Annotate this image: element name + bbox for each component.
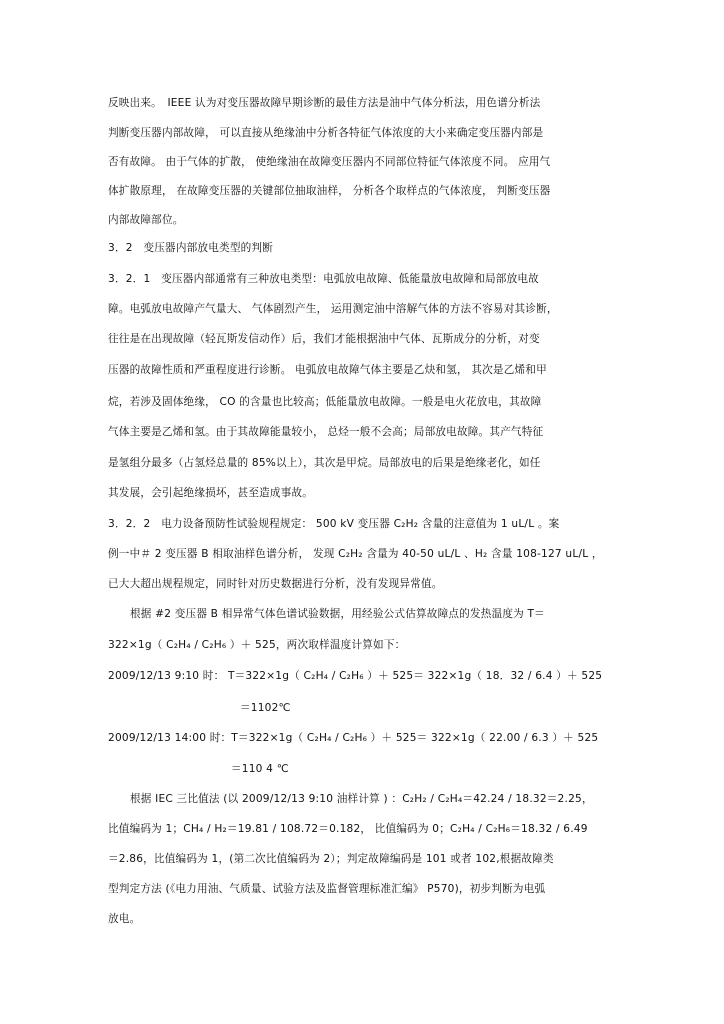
text-line-25: 比值编码为 1；CH₄ / H₂＝19.81 / 108.72＝0.182， 比值编码为 0；C₂H₄ / C₂H₆＝18.32 / 6.49 — [108, 823, 588, 835]
formula-line-1: 2009/12/13 9:10 时： T＝322×1g（ C₂H₄ / C₂H₆ ）＋ 525＝ 322×1g（ 18．32 / 6.4 ）＋ 525 — [108, 670, 603, 682]
text-line-4: 体扩散原理， 在故障变压器的关键部位抽取油样， 分析各个取样点的气体浓度， 判断变压器 — [108, 185, 551, 197]
text-line-2: 判断变压器内部故障， 可以直接从绝缘油中分析各特征气体浓度的大小来确定变压器内部是 — [108, 127, 544, 139]
text-line-19: 322×1g（ C₂H₄ / C₂H₆ ）＋ 525，两次取样温度计算如下： — [108, 639, 406, 651]
text-line-3: 否有故障。 由于气体的扩散， 使绝缘油在故障变压器内不同部位特征气体浓度不同。 应用气 — [108, 156, 551, 168]
text-line-5: 内部故障部位。 — [108, 214, 184, 226]
text-line-14: 其发展，会引起绝缘损坏，甚至造成事故。 — [108, 487, 314, 499]
text-line-13: 是氢组分最多（占氢烃总量的 85%以上），其次是甲烷。局部放电的后果是绝缘老化，如任 — [108, 457, 541, 469]
text-line-1: 反映出来。 IEEE 认为对变压器故障早期诊断的最佳方法是油中气体分析法，用色谱分析法 — [108, 97, 541, 109]
text-line-26: ＝2.86，比值编码为 1，(第二次比值编码为 2）；判定故障编码是 101 或者 102,根据故障类 — [108, 853, 554, 865]
formula-result-2: ＝110 4 ℃ — [231, 763, 289, 775]
text-line-11: 烷，若涉及固体绝缘， CO 的含量也比较高；低能量放电故障。一般是电火花放电，其故障 — [108, 396, 542, 408]
text-line-12: 气体主要是乙烯和氢。由于其故障能量较小， 总烃一般不会高；局部放电故障。其产气特征 — [108, 426, 544, 438]
text-line-28: 放电。 — [108, 913, 141, 925]
text-line-16: 例一中＃ 2 变压器 B 相取油样色谱分析， 发现 C₂H₂ 含量为 40-50 uL/L 、H₂ 含量 108-127 uL/L ， — [108, 548, 603, 560]
text-line-10: 压器的故障性质和严重程度进行诊断。 电弧放电故障气体主要是乙炔和氢， 其次是乙烯和甲 — [108, 364, 547, 376]
text-line-18: 根据 #2 变压器 B 相异常气体色谱试验数据，用经验公式估算故障点的发热温度为 T＝ — [130, 608, 545, 620]
text-line-24: 根据 IEC 三比值法 (以 2009/12/13 9:10 油样计算 ) ：C₂H₂ / C₂H₄＝42.24 / 18.32＝2.25， — [130, 793, 593, 805]
section-heading-3-2: 3．2 变压器内部放电类型的判断 — [108, 242, 273, 254]
text-line-8: 障。电弧放电故障产气量大、 气体剧烈产生， 运用测定油中溶解气体的方法不容易对其诊断， — [108, 303, 558, 315]
text-line-7: 3．2．1 变压器内部通常有三种放电类型：电弧放电故障、低能量放电故障和局部放电故 — [108, 273, 539, 285]
text-line-9: 往往是在出现故障（轻瓦斯发信动作）后，我们才能根据油中气体、瓦斯成分的分析，对变 — [108, 333, 540, 345]
text-line-17: 已大大超出规程规定，同时针对历史数据进行分析，没有发现异常值。 — [108, 578, 443, 590]
formula-result-1: ＝1102℃ — [240, 702, 291, 714]
formula-line-2: 2009/12/13 14:00 时：T＝322×1g（ C₂H₄ / C₂H₆ ）＋ 525＝ 322×1g（ 22.00 / 6.3 ）＋ 525 — [108, 732, 599, 744]
text-line-15: 3．2．2 电力设备预防性试验规程规定： 500 kV 变压器 C₂H₂ 含量的注意值为 1 uL/L 。案 — [108, 518, 560, 530]
text-line-27: 型判定方法 (《电力用油、气质量、试验方法及监督管理标准汇编》 P570)，初步判断为电弧 — [108, 883, 546, 895]
